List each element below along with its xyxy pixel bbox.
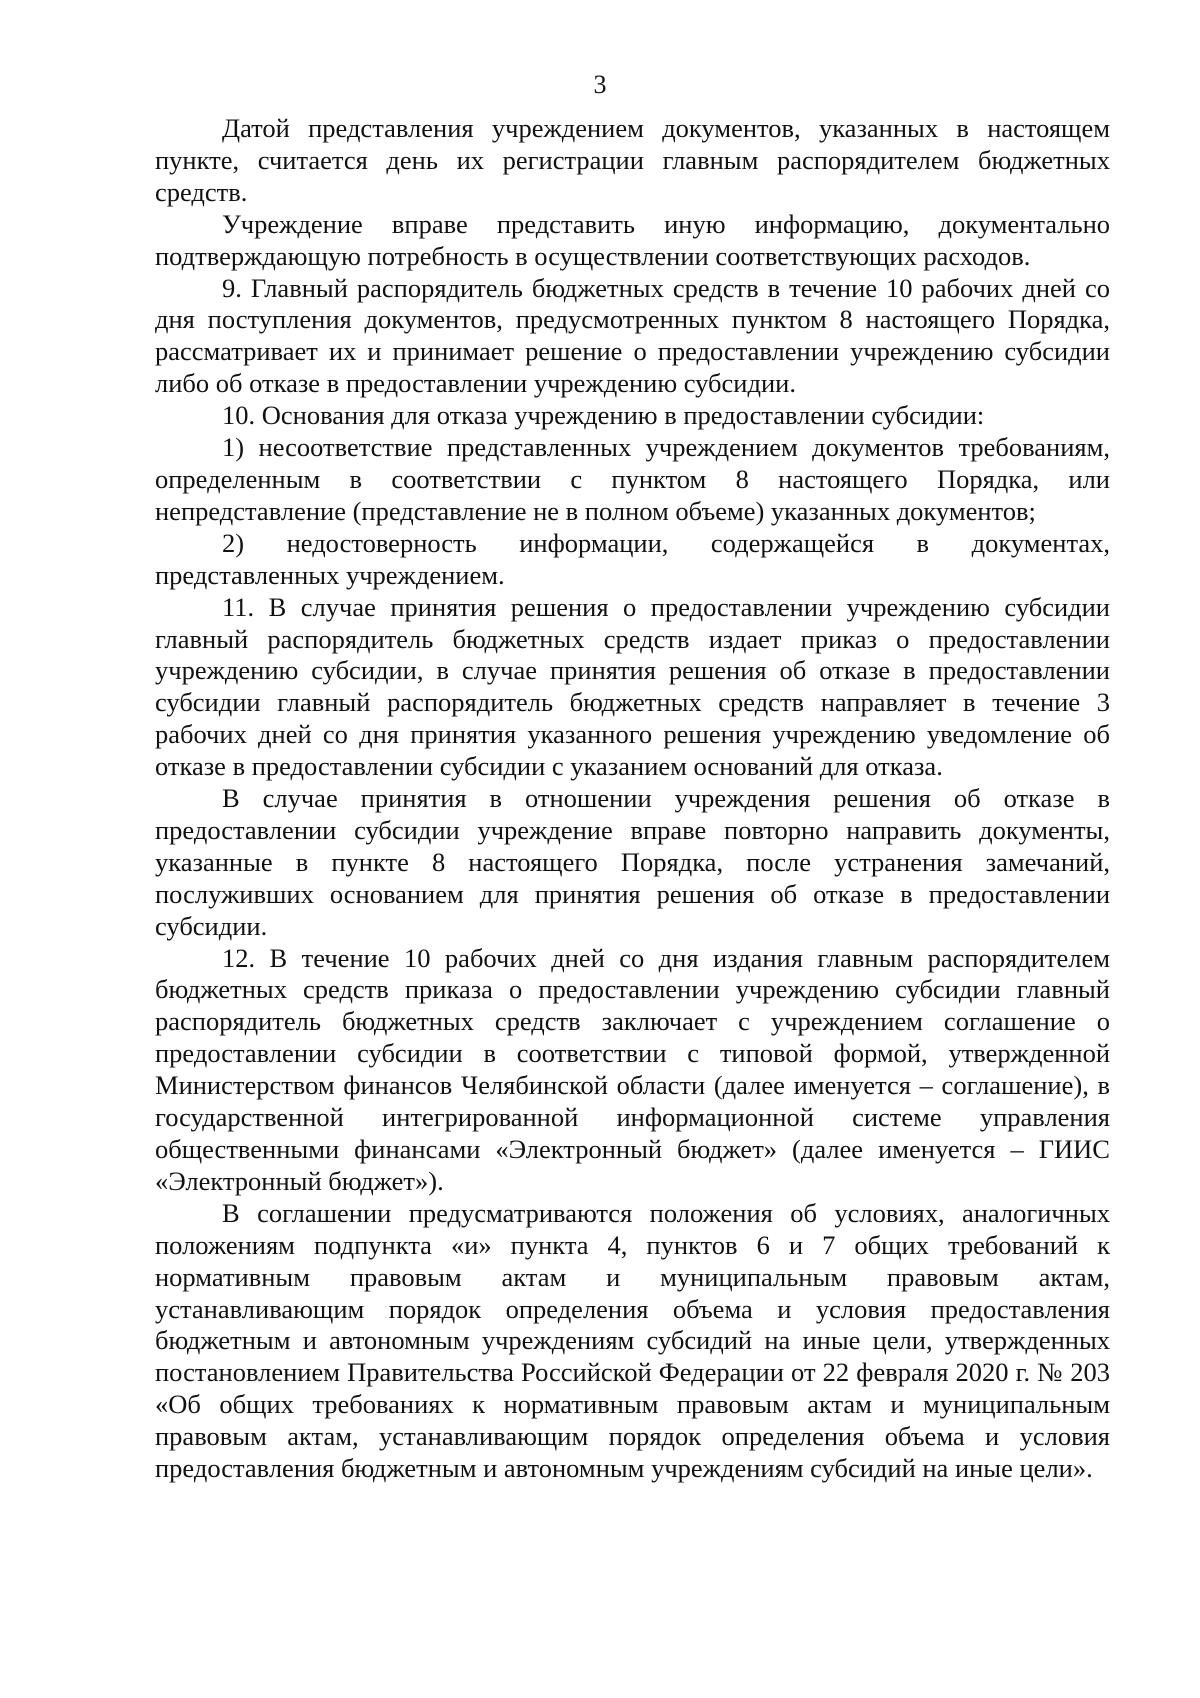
document-body	[155, 113, 1110, 1485]
paragraph-resubmission: В случае принятия в отношении учреждения решения об отказе в предоставлении субсидии учреждение вправе повторно направить документы, указанные в пункте 8 настоящего Порядка, после устранения замечаний, послуживших основанием для принятия решения об отказе в предоставлении субсидии.	[155, 783, 1110, 941]
page-number: 3	[593, 70, 607, 99]
paragraph-clause-10-item-2: 2) недостоверность информации, содержащейся в документах, представленных учреждением.	[155, 527, 1110, 590]
paragraph-clause-10-item-1: 1) несоответствие представленных учреждением документов требованиям, определенным в соответствии с пунктом 8 настоящего Порядка, или непредставление (представление не в полном объеме) указанных документов;	[155, 432, 1110, 526]
paragraph-additional-info: Учреждение вправе представить иную информацию, документально подтверждающую потребность в осуществлении соответствующих расходов.	[155, 208, 1110, 271]
paragraph-clause-10: 10. Основания для отказа учреждению в предоставлении субсидии:	[222, 400, 985, 431]
paragraph-clause-12: 12. В течение 10 рабочих дней со дня издания главным распорядителем бюджетных средств приказа о предоставлении учреждению субсидии главный распорядитель бюджетных средств заключает с учреждением соглашение о предоставлении субсидии в соответствии с типовой формой, утвержденной Министерством финансов Челябинской области (далее именуется – соглашение), в государственной интегрированной информационной системе управления общественными финансами «Электронный бюджет» (далее именуется – ГИИС «Электронный бюджет»).	[155, 942, 1110, 1196]
paragraph-clause-11: 11. В случае принятия решения о предоставлении учреждению субсидии главный распорядитель бюджетных средств издает приказ о предоставлении учреждению субсидии, в случае принятия решения об отказе в предоставлении субсидии главный распорядитель бюджетных средств направляет в течение 3 рабочих дней со дня принятия указанного решения учреждению уведомление об отказе в предоставлении субсидии с указанием оснований для отказа.	[155, 591, 1110, 782]
paragraph-submission-date: Датой представления учреждением документов, указанных в настоящем пункте, считается день их регистрации главным распорядителем бюджетных средств.	[155, 113, 1110, 207]
paragraph-agreement-terms: В соглашении предусматриваются положения об условиях, аналогичных положениям подпункта «и» пункта 4, пунктов 6 и 7 общих требований к нормативным правовым актам и муниципальным правовым актам, устанавливающим порядок определения объема и условия предоставления бюджетным и автономным учреждениям субсидий на иные цели, утвержденных постановлением Правительства Российской Федерации от 22 февраля 2020 г. № 203 «Об общих требованиях к нормативным правовым актам и муниципальным правовым актам, устанавливающим порядок определения объема и условия предоставления бюджетным и автономным учреждениям субсидий на иные цели».	[155, 1197, 1110, 1484]
paragraph-clause-9: 9. Главный распорядитель бюджетных средств в течение 10 рабочих дней со дня поступления документов, предусмотренных пунктом 8 настоящего Порядка, рассматривает их и принимает решение о предоставлении учреждению субсидии либо об отказе в предоставлении учреждению субсидии.	[155, 272, 1110, 399]
